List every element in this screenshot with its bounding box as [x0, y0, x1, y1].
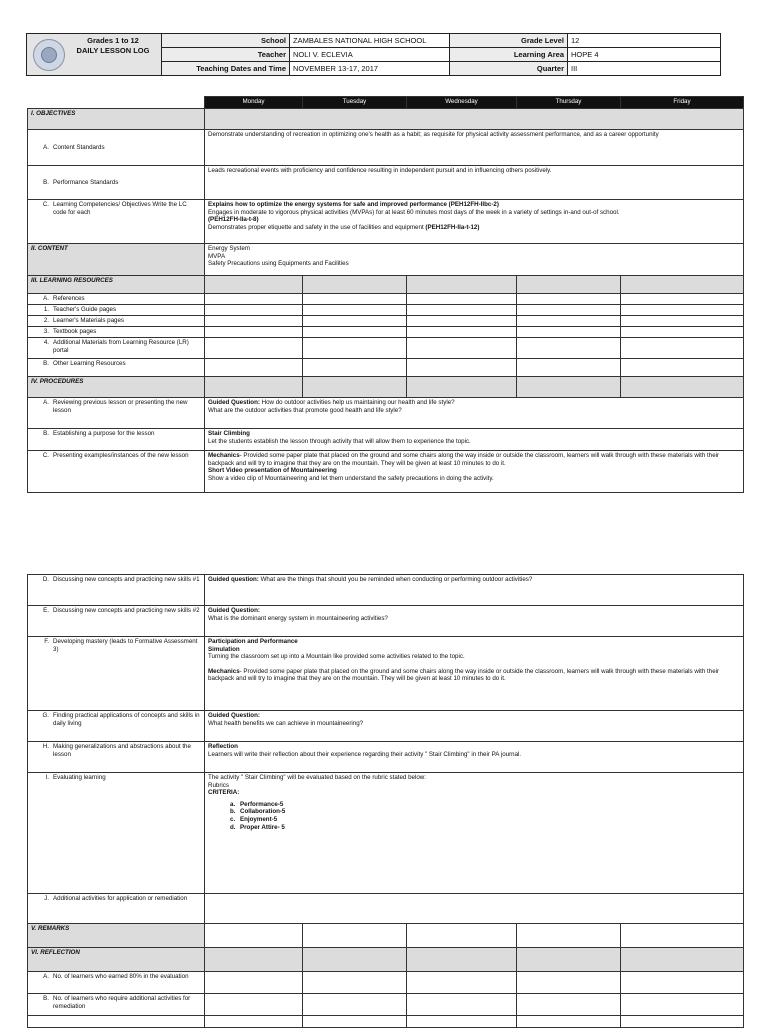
- section-reflection: VI. REFLECTION: [28, 948, 205, 972]
- deped-seal-icon: [33, 39, 65, 71]
- criteria-item: a. Performance-5: [230, 800, 284, 808]
- reflection-a-label: A. No. of learners who earned 80% in the evaluation: [28, 972, 205, 994]
- school-value: ZAMBALES NATIONAL HIGH SCHOOL: [290, 34, 450, 48]
- procedure-a-label: A. Reviewing previous lesson or presenting the new lesson: [28, 398, 205, 429]
- content-standards-text: Demonstrate understanding of recreation in optimizing one's health as a habit; as requisite for physical activity assessment performance, and as a career opportunity: [205, 130, 744, 166]
- day-header-wednesday: Wednesday: [407, 97, 517, 109]
- procedure-b-text: Stair Climbing Let the students establish the lesson through activity that will allow them to experience the topic.: [205, 429, 744, 451]
- reflection-b-label: B. No. of learners who require additional activities for remediation: [28, 994, 205, 1016]
- learners-materials-label: 2. Learner's Materials pages: [28, 316, 205, 327]
- performance-standards-label: B. Performance Standards: [28, 166, 205, 200]
- criteria-list: [230, 801, 740, 831]
- day-header-friday: Friday: [621, 97, 744, 109]
- references-label: A. References: [28, 294, 205, 305]
- quarter-label: Quarter: [450, 62, 568, 76]
- section-learning-resources: III. LEARNING RESOURCES: [28, 276, 205, 294]
- procedure-c-label: C. Presenting examples/instances of the new lesson: [28, 451, 205, 493]
- teacher-label: Teacher: [162, 48, 290, 62]
- procedure-f-label: F. Developing mastery (leads to Formative Assessment 3): [28, 637, 205, 711]
- grade-level-value: 12: [568, 34, 721, 48]
- day-header-thursday: Thursday: [517, 97, 621, 109]
- section-objectives: I. OBJECTIVES: [28, 109, 205, 130]
- section-procedures: IV. PROCEDURES: [28, 377, 205, 398]
- procedure-i-label: I. Evaluating learning: [28, 773, 205, 894]
- procedure-b-label: B. Establishing a purpose for the lesson: [28, 429, 205, 451]
- procedure-h-label: H. Making generalizations and abstractions about the lesson: [28, 742, 205, 773]
- header-title-cell: [27, 34, 162, 76]
- competencies-label: C. Learning Competencies/ Objectives Write the LC code for each: [28, 200, 205, 244]
- criteria-item: c. Enjoyment-5: [230, 815, 278, 823]
- procedure-g-label: G. Finding practical applications of concepts and skills in daily living: [28, 711, 205, 742]
- performance-standards-text: Leads recreational events with proficiency and confidence resulting in independent pursuit and in influencing others positively.: [205, 166, 744, 200]
- criteria-item: d. Proper Attire- 5: [230, 823, 285, 831]
- procedure-d-text: Guided question: What are the things that should you be reminded when conducting or performing outdoor activities?: [205, 575, 744, 606]
- learning-area-value: HOPE 4: [568, 48, 721, 62]
- learning-area-label: Learning Area: [450, 48, 568, 62]
- lesson-table-page-2: [27, 574, 744, 1028]
- procedure-j-label: J. Additional activities for application or remediation: [28, 894, 205, 924]
- lesson-table-page-1: [27, 96, 744, 493]
- textbook-label: 3. Textbook pages: [28, 327, 205, 338]
- content-standards-label: A. Content Standards: [28, 130, 205, 166]
- section-content: II. CONTENT: [28, 244, 205, 276]
- procedure-g-text: Guided Question: What health benefits we can achieve in mountaineering?: [205, 711, 744, 742]
- procedure-c-text: Mechanics- Provided some paper plate that placed on the ground and some chairs along the way inside or outside the classroom, learners will walk through with these materials with their backpack and will try to imagine that they are on the mountain. They will be given at least 10 minutes to do it. Short Video presentation of Mountaineering Show a video clip of Mountaineering and let them understand the safety precautions in doing the activity.: [205, 451, 744, 493]
- content-text: Energy System MVPA Safety Precautions using Equipments and Facilities: [205, 244, 744, 276]
- dates-label: Teaching Dates and Time: [162, 62, 290, 76]
- procedure-f-text: Participation and Performance Simulation Turning the classroom set up into a Mountain like provided some activities related to the topic. Mechanics- Provided some paper plate that placed on the ground and some chairs along the way inside or outside the classroom, learners will walk through with these materials with their backpack and will try to imagine that they are on the mountain. They will be given at least 10 minutes to do it.: [205, 637, 744, 711]
- procedure-e-label: E. Discussing new concepts and practicing new skills #2: [28, 606, 205, 637]
- procedure-d-label: D. Discussing new concepts and practicing new skills #1: [28, 575, 205, 606]
- other-resources-label: B. Other Learning Resources: [28, 359, 205, 377]
- procedure-h-text: Reflection Learners will write their reflection about their experience regarding their activity " Stair Climbing" in their PA journal.: [205, 742, 744, 773]
- teachers-guide-label: 1. Teacher's Guide pages: [28, 305, 205, 316]
- dates-value: NOVEMBER 13-17, 2017: [290, 62, 450, 76]
- competencies-text: Explains how to optimize the energy systems for safe and improved performance (PEH12FH-IIbc-2) Engages in moderate to vigorous physical activities (MVPAs) for at least 60 minutes most days of the week in a variety of settings in-and out-of school. (PEH12FH-IIa-t-8) Demonstrates proper etiquette and safety in the use of facilities and equipment (PEH12FH-IIa-t-12): [205, 200, 744, 244]
- teacher-value: NOLI V. ECLEVIA: [290, 48, 450, 62]
- procedure-e-text: Guided Question: What is the dominant energy system in mountaineering activities?: [205, 606, 744, 637]
- section-remarks: V. REMARKS: [28, 924, 205, 948]
- header-title-dll: DAILY LESSON LOG: [76, 46, 150, 55]
- day-header-tuesday: Tuesday: [303, 97, 407, 109]
- quarter-value: III: [568, 62, 721, 76]
- procedure-i-text: The activity " Stair Climbing" will be evaluated based on the rubric stated below: Rubrics CRITERIA: a. Performance-5 b. Collaboration-5 c. Enjoyment-5 d. Proper Attire- 5: [205, 773, 744, 894]
- additional-materials-label: 4. Additional Materials from Learning Resource (LR) portal: [28, 338, 205, 359]
- school-label: School: [162, 34, 290, 48]
- grade-level-label: Grade Level: [450, 34, 568, 48]
- procedure-a-text: Guided Question: How do outdoor activities help us maintaining our health and life style? What are the outdoor activities that promote good health and life style?: [205, 398, 744, 429]
- dll-header: [26, 33, 721, 76]
- day-header-monday: Monday: [205, 97, 303, 109]
- header-title-grades: Grades 1 to 12: [87, 36, 139, 45]
- criteria-item: b. Collaboration-5: [230, 808, 286, 816]
